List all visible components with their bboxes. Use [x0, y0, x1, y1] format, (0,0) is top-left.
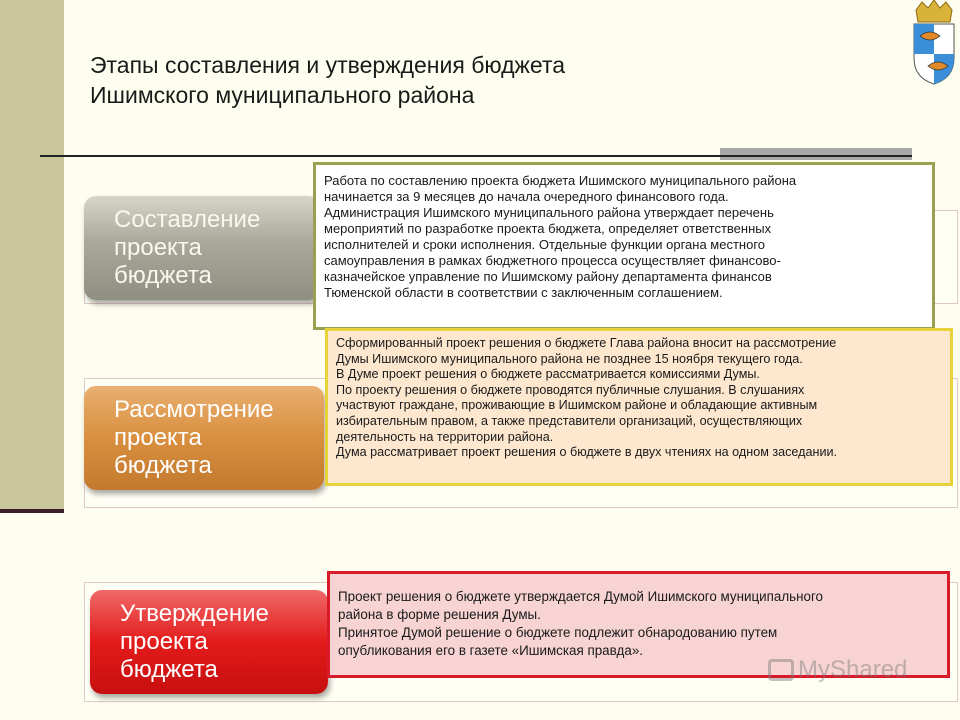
- title-line-1: Этапы составления и утверждения бюджета: [90, 52, 566, 78]
- coat-of-arms-icon: [908, 0, 960, 86]
- slide-title: [90, 50, 565, 110]
- stage-label-line: бюджета: [114, 452, 212, 479]
- stage-label-line: проекта: [114, 234, 202, 261]
- watermark-text: MyShared: [798, 656, 908, 683]
- description-line: самоуправления в рамках бюджетного процесса осуществляет финансово-: [324, 253, 781, 268]
- stage-label-line: проекта: [120, 628, 208, 655]
- stage-review: [84, 386, 324, 490]
- stage-label-line: Составление: [114, 206, 261, 233]
- description-line: мероприятий по разработке проекта бюджета, определяет ответственных: [324, 221, 772, 236]
- description-line: Проект решения о бюджете утверждается Думой Ишимского муниципального: [338, 589, 823, 604]
- left-accent-line: [0, 509, 64, 513]
- stage-compilation-description: [313, 162, 935, 330]
- description-line: Администрация Ишимского муниципального района утверждает перечень: [324, 205, 774, 220]
- description-line: Дума рассматривает проект решения о бюджете в двух чтениях на одном заседании.: [336, 445, 838, 460]
- decorative-gray-bar: [720, 148, 912, 160]
- description-line: Тюменской области в соответствии с заключенным соглашением.: [324, 285, 723, 300]
- stage-label-line: бюджета: [120, 656, 218, 683]
- description-line: Принятое Думой решение о бюджете подлежит обнародованию путем: [338, 625, 778, 640]
- description-line: начинается за 9 месяцев до начала очередного финансового года.: [324, 189, 729, 204]
- stage-label-line: Утверждение: [120, 600, 269, 627]
- title-divider: [40, 155, 912, 157]
- stage-approval: [90, 590, 328, 694]
- description-line: Думы Ишимского муниципального района не позднее 15 ноября текущего года.: [336, 351, 803, 366]
- description-line: Сформированный проект решения о бюджете Глава района вносит на рассмотрение: [336, 336, 837, 350]
- description-line: В Думе проект решения о бюджете рассматривается комиссиями Думы.: [336, 367, 760, 382]
- stage-review-description: [325, 328, 953, 486]
- stage-compilation: [84, 196, 320, 300]
- description-line: участвуют граждане, проживающие в Ишимском районе и обладающие активным: [336, 398, 818, 413]
- description-line: избирательным правом, а также представители организаций, осуществляющих: [336, 413, 803, 428]
- left-accent-strip: [0, 0, 64, 512]
- description-line: исполнителей и сроки исполнения. Отдельные функции органа местного: [324, 237, 766, 252]
- description-line: казначейское управление по Ишимскому району департамента финансов: [324, 269, 772, 284]
- description-line: района в форме решения Думы.: [338, 607, 541, 622]
- stage-label-line: проекта: [114, 424, 202, 451]
- title-line-2: Ишимского муниципального района: [90, 82, 475, 108]
- presentation-icon: [768, 659, 794, 681]
- description-line: деятельность на территории района.: [336, 429, 554, 444]
- description-line: Работа по составлению проекта бюджета Ишимского муниципального района: [324, 173, 797, 188]
- description-line: По проекту решения о бюджете проводятся публичные слушания. В слушаниях: [336, 382, 805, 397]
- stage-label-line: бюджета: [114, 262, 212, 289]
- description-line: опубликования его в газете «Ишимская правда».: [338, 643, 643, 658]
- watermark: [768, 656, 907, 684]
- stage-label-line: Рассмотрение: [114, 396, 274, 423]
